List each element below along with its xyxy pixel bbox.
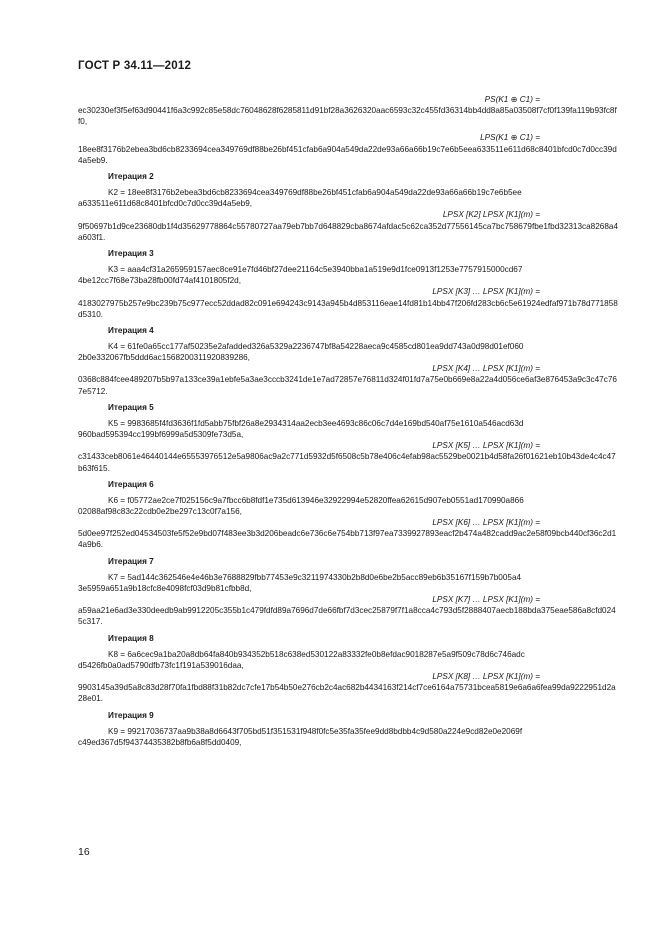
hex-value: ec30230ef3f5ef63d90441f6a3c992c85e58dc76048628f6285811d91bf28a3626320aac6593c32c455fd36314bb4dd8a85a03508f7cf0f139fa119b93fc8ff0, [78, 106, 617, 127]
iteration-title: Итерация 2 [108, 171, 154, 181]
iteration-title: Итерация 8 [108, 633, 154, 643]
formula-lpsx: LPSX [K2] LPSX [K1](m) = [442, 210, 540, 220]
document-header: ГОСТ Р 34.11—2012 [78, 60, 192, 72]
iteration-2 [78, 171, 618, 243]
formula-lpsx: LPSX [K8] … LPSX [K1](m) = [432, 672, 540, 682]
key-line: K6 = f05772ae2ce7f025156c9a7fbcc6b8fdf1e735d613946e32922994e52820ffea62615d907eb0551ad170990a866 [108, 495, 524, 505]
iteration-9 [78, 710, 618, 748]
iteration-7 [78, 556, 618, 628]
iteration-8 [78, 633, 618, 705]
key-line-cont: d5426fb0a0ad5790dfb73fc1f191a539016daa, [78, 660, 244, 670]
key-line: K3 = aaa4cf31a265959157aec8ce91e7fd46bf27dee21164c5e3940bba1a519e9d1fce0913f1253e7757915000cd67 [108, 265, 523, 275]
key-line-cont: 960bad595394cc199bf6999a5d5309fe73d5a, [78, 430, 244, 440]
key-line-cont: 4be12cc7f68e73ba28fb00fd74af4101805f2d, [78, 276, 241, 286]
iteration-title: Итерация 4 [108, 325, 154, 335]
key-line: K5 = 9983685f4fd3636f1fd5abb75fbf26a8e2934314aa2ecb3ee4693c86c06c7d4e169bd540af75e1610a546acd63d [108, 418, 524, 428]
key-line: K9 = 99217036737aa9b38a8d6643f705bd51f351531f948f0fc5e35fa35fee9dd8bdbb4c9d580a224e9cd82e0e2069f [108, 726, 523, 736]
key-line: K8 = 6a6cec9a1ba20a8db64fa840b934352b518c638ed530122a83332fe0b8efdac9018287e5a9f509c78d6c746adc [108, 649, 525, 659]
iteration-title: Итерация 6 [108, 479, 154, 489]
key-line: K7 = 5ad144c362546e4e46b3e7688829fbb77453e9c3211974330b2b8d0e6be2b5acc89eb6b35167f159b7b005a4 [108, 572, 522, 582]
document-body [78, 94, 618, 748]
key-line-cont: a633511e611d68c8401bfcd0c7d0cc39d4a5eb9, [78, 199, 253, 209]
hex-value: 5d0ee97f252ed04534503fe5f52e9bd07f483ee3b3d206beadc6e736c6e754bb713f97ea7339927893eacf2b474a482cadd9ac2e58f09bcb440cf36c2d14a9b6. [78, 529, 617, 550]
iteration-4 [78, 325, 618, 397]
iteration-5 [78, 402, 618, 474]
iteration-6 [78, 479, 618, 551]
intro-block-2 [78, 132, 618, 165]
key-line: K4 = 61fe0a65cc177af50235e2afadded326a5329a2236747bf8a54228aeca9c4585cd801ea9dd743a0d98d01ef060 [108, 341, 524, 351]
formula-lps: LPS(K1 ⊕ C1) = [480, 133, 540, 143]
formula-lpsx: LPSX [K6] … LPSX [K1](m) = [432, 518, 540, 528]
formula-lpsx: LPSX [K7] … LPSX [K1](m) = [432, 595, 540, 605]
formula-ps: PS(K1 ⊕ C1) = [484, 95, 540, 104]
iteration-title: Итерация 5 [108, 402, 154, 412]
iteration-title: Итерация 7 [108, 556, 154, 566]
formula-lpsx: LPSX [K3] … LPSX [K1](m) = [432, 287, 540, 297]
iteration-3 [78, 248, 618, 320]
hex-value: 0368c884fcee489207b5b97a133ce39a1ebfe5a3ae3cccb3241de1e7ad72857e76811d324f01fd7a75e0b669e8a22a4d056ce6af3e876453a9c3c47c767e5712. [78, 375, 617, 396]
iteration-title: Итерация 9 [108, 710, 154, 720]
key-line-cont: 2b0e332067fb5ddd6ac1568200311920839286, [78, 353, 250, 363]
hex-value: a59aa21e6ad3e330deedb9ab9912205c355b1c479fdfd89a7696d7de66fbf7d3cec25879f7f1a8cca4c793d5f2888407aecb188bda375eae586a8cfd0245c317. [78, 606, 616, 627]
hex-value: 18ee8f3176b2ebea3bd6cb8233694cea349769df88be26bf451cfab6a904a549da22de93a66a66b19c7e6b5eea633511e611d68c8401bfcd0c7d0cc39d4a5eb9. [78, 144, 617, 165]
page-number: 16 [78, 846, 90, 858]
key-line-cont: 3e5959a651a9b18cfc8e4098fcf03d9b81cfbb8d, [78, 583, 252, 593]
key-line-cont: 02088af98c83c22cdb0e2be297c13c0f7a156, [78, 507, 242, 516]
intro-block-1 [78, 94, 618, 127]
formula-lpsx: LPSX [K4] … LPSX [K1](m) = [432, 364, 540, 374]
key-line: K2 = 18ee8f3176b2ebea3bd6cb8233694cea349769df88be26bf451cfab6a904a549da22de93a66a66b19c7e6b5ee [108, 188, 522, 198]
hex-value: 4183027975b257e9bc239b75c977ecc52ddad82c091e694243c9143a945b4d853116eae14fd81b14bb47f206fd283cb6c5e61924edfaf971b78d771858d5310. [78, 298, 618, 319]
formula-lpsx: LPSX [K5] … LPSX [K1](m) = [432, 441, 540, 451]
hex-value: 9903145a39d5a8c83d28f70fa1fbd88f31b82dc7cfe17b54b50e276cb2c4ac682b4434163f214cf7ce6164a75731bcea5819e6a6a6fea99da9222951d2a28e01. [78, 683, 616, 704]
key-line-cont: c49ed367d5f94374435382b8fb6a8f5dd0409, [78, 737, 242, 747]
iteration-title: Итерация 3 [108, 248, 154, 258]
hex-value: 9f50697b1d9ce23680db1f4d35629778864c55780727aa79eb7bb7d648829cba8674afdac5c62ca352d77556145ca7bc758679fbe1fbd32313ca8268a4a603f1. [78, 221, 618, 242]
hex-value: c31433ceb8061e46440144e65553976512e5a9806ac9a2c771d5932d5f6508c5b78e406c4efab98ac5529be0021b4d58fa26f01621eb10b43de4c4c47b63f615. [78, 452, 616, 473]
